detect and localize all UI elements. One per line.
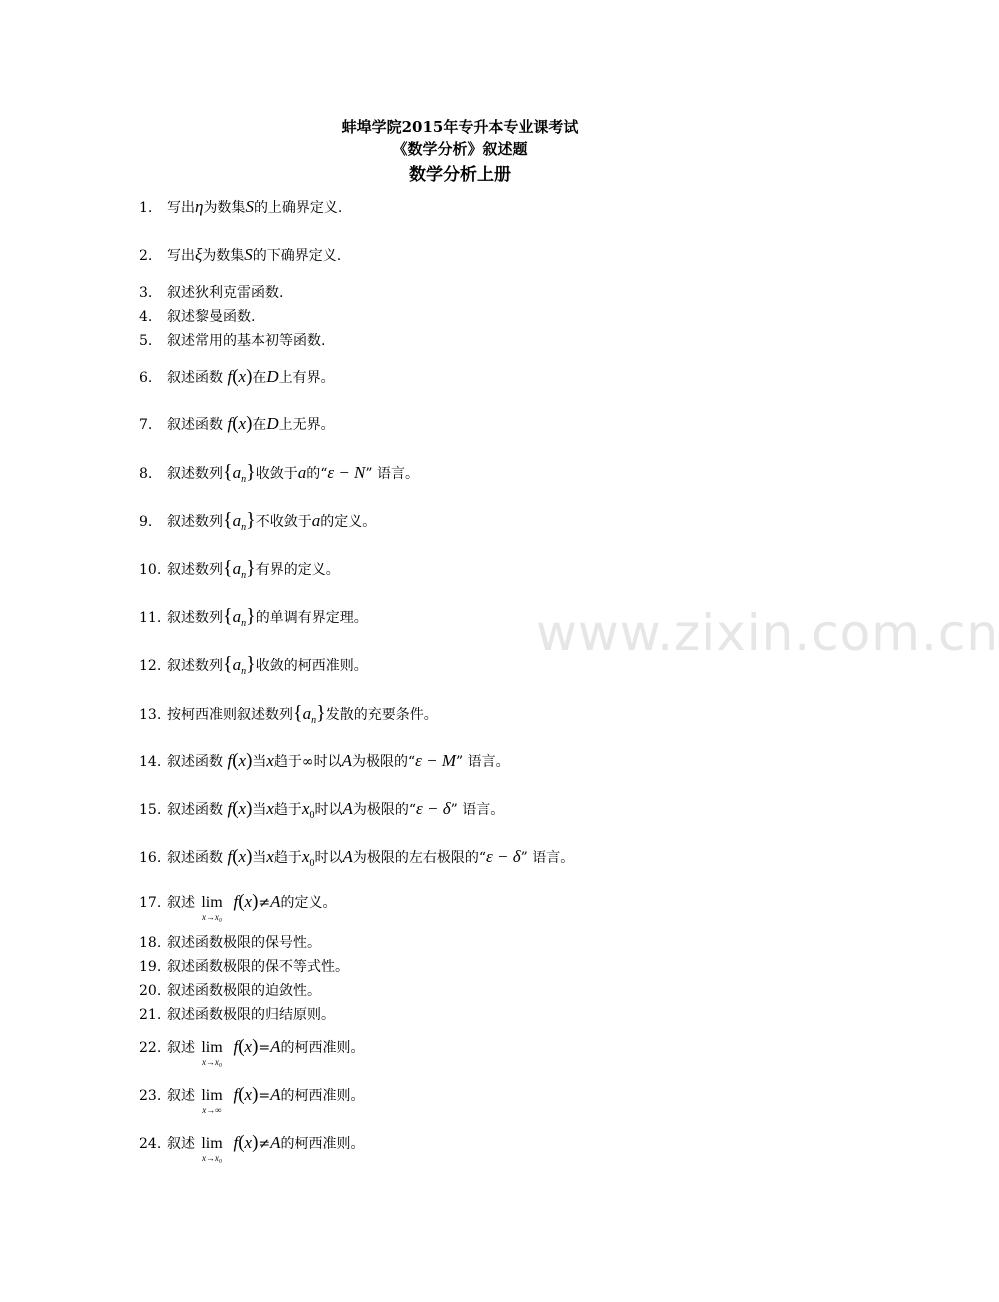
item-number: 23.	[139, 1088, 162, 1104]
item-text: 为数集	[203, 200, 246, 216]
math-symbol: A	[342, 847, 353, 866]
variable-x: x	[244, 1037, 253, 1056]
subscript-zero: 0	[309, 810, 315, 821]
item-text: 叙述	[167, 1136, 195, 1152]
brace-right: }	[316, 702, 326, 724]
brace-left: {	[223, 557, 233, 579]
item-text: 发散的充要条件。	[325, 707, 438, 723]
subscript-n: n	[241, 570, 247, 581]
function-f: f	[227, 367, 233, 386]
item-number: 2.	[139, 248, 153, 264]
lim-text: lim	[201, 894, 223, 911]
math-expression: ε − δ	[486, 847, 521, 866]
item-number: 11.	[139, 610, 162, 626]
item-text: 时以	[314, 802, 343, 818]
list-item-13	[139, 703, 438, 731]
list-item-8	[139, 462, 419, 490]
item-text: 叙述函数极限的保号性。	[167, 935, 321, 951]
list-item-11	[139, 606, 368, 634]
sequence-a: a	[232, 559, 242, 578]
sequence-a: a	[302, 704, 312, 723]
item-number: 24.	[139, 1136, 162, 1152]
list-item-2	[139, 245, 341, 266]
function-f: f	[227, 414, 233, 433]
item-number: 16.	[139, 850, 162, 866]
variable-x: x	[244, 1085, 253, 1104]
item-number: 17.	[139, 895, 162, 911]
item-text: 的柯西准则。	[280, 1088, 365, 1104]
paren-right: )	[246, 798, 253, 819]
function-f: f	[227, 847, 233, 866]
item-number: 7.	[139, 417, 153, 433]
item-text: 的单调有界定理。	[255, 610, 368, 626]
item-text: 叙述	[167, 1040, 195, 1056]
paren-left: (	[238, 891, 245, 912]
list-item-23	[139, 1084, 365, 1115]
math-symbol: A	[341, 751, 352, 770]
item-number: 1.	[139, 200, 153, 216]
lim-text: lim	[201, 1135, 223, 1152]
math-symbol: x	[301, 847, 310, 866]
paren-left: (	[232, 413, 239, 434]
watermark: www.zixin.com.cn	[536, 604, 999, 662]
list-item-4	[139, 307, 255, 327]
item-text: ” 语言。	[365, 466, 420, 482]
list-item-1	[139, 197, 342, 218]
limit-operator	[195, 1038, 229, 1067]
list-item-17	[139, 891, 337, 922]
item-number: 14.	[139, 754, 162, 770]
brace-right: }	[246, 461, 256, 483]
list-item-15	[139, 799, 504, 826]
math-symbol: η	[195, 197, 204, 216]
item-text: 叙述	[167, 1088, 195, 1104]
variable-x: x	[244, 1133, 253, 1152]
list-item-9	[139, 510, 376, 538]
item-number: 20.	[139, 983, 162, 999]
function-f: f	[233, 1037, 239, 1056]
item-number: 22.	[139, 1040, 162, 1056]
list-item-22	[139, 1036, 365, 1067]
item-text: 不收敛于	[255, 514, 312, 530]
exam-title: 蚌埠学院2015年专升本专业课考试	[341, 118, 579, 136]
math-symbol: ξ	[195, 245, 203, 264]
list-item-16	[139, 847, 574, 874]
limit-operator	[195, 893, 229, 922]
item-text: 写出	[167, 248, 195, 264]
limit-subscript: x→x₀	[201, 1153, 223, 1163]
relation-symbol: =	[258, 1088, 271, 1104]
math-symbol: x	[266, 751, 274, 770]
item-text: 收敛的柯西准则。	[255, 658, 368, 674]
list-item-14	[139, 751, 510, 772]
sequence-a: a	[232, 511, 242, 530]
paren-right: )	[252, 1036, 259, 1057]
exam-subtitle: 《数学分析》叙述题	[392, 140, 528, 158]
item-text: 为数集	[202, 248, 245, 264]
item-text: 按柯西准则叙述数列	[167, 707, 293, 723]
limit-operator	[195, 1086, 229, 1115]
item-text: 的定义。	[280, 895, 337, 911]
paren-right: )	[246, 413, 253, 434]
item-text: 的上确界定义.	[253, 200, 343, 216]
brace-right: }	[246, 557, 256, 579]
item-text: 的柯西准则。	[280, 1040, 365, 1056]
item-number: 18.	[139, 935, 162, 951]
variable-x: x	[238, 414, 247, 433]
item-text: ” 语言。	[456, 754, 510, 770]
relation-symbol: ≠	[258, 895, 271, 911]
item-text: 叙述数列	[167, 658, 223, 674]
item-number: 9.	[139, 514, 153, 530]
item-text: 为极限的“	[352, 802, 417, 818]
item-text: 趋于∞时以	[273, 754, 342, 770]
item-text: 叙述函数极限的归结原则。	[167, 1007, 335, 1023]
paren-right: )	[252, 891, 259, 912]
item-text: 在	[252, 370, 267, 386]
item-text: 叙述狄利克雷函数.	[167, 285, 284, 301]
item-text: 收敛于	[255, 466, 298, 482]
list-item-5	[139, 331, 325, 351]
math-symbol: x	[266, 799, 274, 818]
brace-right: }	[246, 605, 256, 627]
math-symbol: A	[270, 1133, 281, 1152]
paren-right: )	[246, 366, 253, 387]
math-symbol: A	[270, 892, 281, 911]
math-symbol: a	[311, 511, 321, 530]
variable-x: x	[238, 751, 247, 770]
list-item-18	[139, 933, 321, 953]
subscript-n: n	[241, 474, 247, 485]
item-text: 为极限的“	[352, 754, 416, 770]
paren-left: (	[232, 366, 239, 387]
paren-left: (	[232, 846, 239, 867]
variable-x: x	[238, 367, 247, 386]
item-text: 叙述函数	[167, 802, 223, 818]
item-text: 写出	[167, 200, 195, 216]
list-item-10	[139, 558, 340, 586]
variable-x: x	[238, 847, 247, 866]
item-number: 5.	[139, 333, 153, 349]
item-text: 叙述函数极限的保不等式性。	[167, 959, 349, 975]
paren-left: (	[232, 750, 239, 771]
math-symbol: D	[266, 414, 279, 433]
function-f: f	[233, 892, 239, 911]
sequence-a: a	[232, 655, 242, 674]
list-item-3	[139, 283, 283, 303]
item-number: 13.	[139, 707, 162, 723]
subscript-n: n	[241, 666, 247, 677]
item-text: 叙述常用的基本初等函数.	[167, 333, 326, 349]
limit-subscript: x→x₀	[201, 1057, 223, 1067]
math-symbol: x	[301, 799, 310, 818]
lim-text: lim	[201, 1087, 223, 1104]
sequence-a: a	[232, 463, 242, 482]
brace-left: {	[223, 461, 233, 483]
paren-left: (	[232, 798, 239, 819]
function-f: f	[233, 1085, 239, 1104]
math-expression: ε − N	[327, 463, 366, 482]
math-symbol: A	[342, 799, 353, 818]
item-text: 趋于	[273, 850, 302, 866]
math-symbol: A	[270, 1037, 281, 1056]
item-text: 趋于	[273, 802, 302, 818]
math-expression: ε − M	[415, 751, 457, 770]
item-text: 的下确界定义.	[252, 248, 342, 264]
list-item-6	[139, 367, 335, 388]
math-symbol: a	[297, 463, 307, 482]
item-text: 时以	[314, 850, 343, 866]
paren-left: (	[238, 1036, 245, 1057]
item-number: 6.	[139, 370, 153, 386]
function-f: f	[233, 1133, 239, 1152]
item-number: 4.	[139, 309, 153, 325]
brace-left: {	[293, 702, 303, 724]
brace-left: {	[223, 509, 233, 531]
paren-right: )	[246, 846, 253, 867]
paren-right: )	[246, 750, 253, 771]
item-number: 10.	[139, 562, 162, 578]
paren-right: )	[252, 1132, 259, 1153]
item-text: 为极限的左右极限的“	[352, 850, 487, 866]
brace-left: {	[223, 605, 233, 627]
math-symbol: x	[266, 847, 274, 866]
math-symbol: S	[245, 197, 254, 216]
relation-symbol: ≠	[258, 1136, 271, 1152]
sequence-a: a	[232, 607, 242, 626]
item-text: 上无界。	[278, 417, 335, 433]
limit-subscript: x→∞	[202, 1105, 222, 1115]
math-symbol: D	[266, 367, 279, 386]
list-item-7	[139, 414, 335, 435]
subscript-n: n	[241, 618, 247, 629]
item-number: 19.	[139, 959, 162, 975]
item-number: 12.	[139, 658, 162, 674]
brace-right: }	[246, 509, 256, 531]
item-text: 叙述数列	[167, 466, 223, 482]
item-text: 叙述数列	[167, 514, 223, 530]
function-f: f	[227, 751, 233, 770]
item-text: 叙述黎曼函数.	[167, 309, 256, 325]
section-title: 数学分析上册	[409, 165, 511, 185]
item-number: 21.	[139, 1007, 162, 1023]
item-text: 的“	[306, 466, 328, 482]
item-text: 当	[252, 802, 267, 818]
item-text: ” 语言。	[520, 850, 575, 866]
item-text: 的定义。	[320, 514, 377, 530]
list-item-21	[139, 1005, 335, 1025]
function-f: f	[227, 799, 233, 818]
limit-operator	[195, 1134, 229, 1163]
item-text: 叙述数列	[167, 562, 223, 578]
item-text: 的柯西准则。	[280, 1136, 365, 1152]
variable-x: x	[238, 799, 247, 818]
subscript-zero: 0	[309, 858, 315, 869]
subscript-n: n	[241, 522, 247, 533]
item-text: 叙述	[167, 895, 195, 911]
brace-left: {	[223, 653, 233, 675]
item-text: 当	[252, 850, 267, 866]
brace-right: }	[246, 653, 256, 675]
item-text: 当	[252, 754, 267, 770]
paren-left: (	[238, 1084, 245, 1105]
math-expression: ε − δ	[416, 799, 451, 818]
item-text: 在	[252, 417, 267, 433]
list-item-24	[139, 1132, 365, 1163]
list-item-20	[139, 981, 321, 1001]
item-text: ” 语言。	[450, 802, 505, 818]
variable-x: x	[244, 892, 253, 911]
math-symbol: S	[244, 245, 253, 264]
math-symbol: A	[270, 1085, 281, 1104]
item-text: 叙述函数	[167, 370, 223, 386]
item-text: 叙述函数	[167, 850, 223, 866]
item-text: 叙述函数极限的迫敛性。	[167, 983, 321, 999]
subscript-n: n	[311, 715, 317, 726]
item-number: 8.	[139, 466, 153, 482]
list-item-12	[139, 654, 368, 682]
item-text: 有界的定义。	[255, 562, 340, 578]
item-number: 15.	[139, 802, 162, 818]
list-item-19	[139, 957, 349, 977]
limit-subscript: x→x₀	[201, 912, 223, 922]
item-text: 叙述函数	[167, 417, 223, 433]
item-text: 叙述数列	[167, 610, 223, 626]
lim-text: lim	[201, 1039, 223, 1056]
item-number: 3.	[139, 285, 153, 301]
relation-symbol: =	[258, 1040, 271, 1056]
item-text: 上有界。	[278, 370, 335, 386]
item-text: 叙述函数	[167, 754, 223, 770]
paren-left: (	[238, 1132, 245, 1153]
paren-right: )	[252, 1084, 259, 1105]
